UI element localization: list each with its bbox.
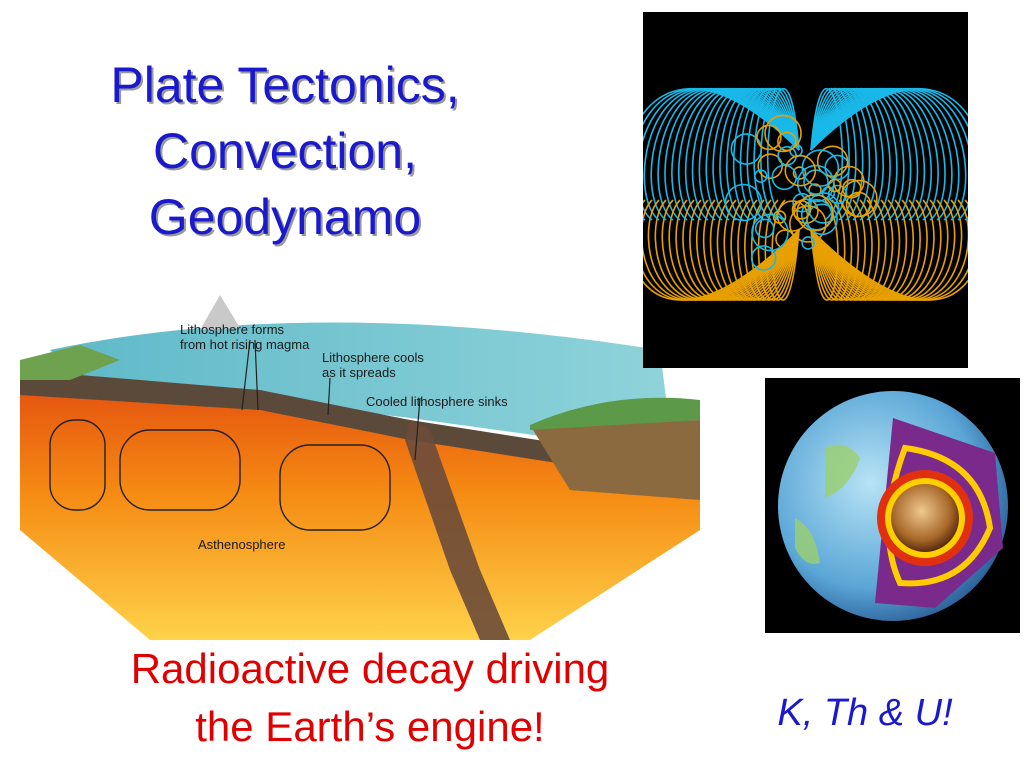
title-line-3: Geodynamo xyxy=(148,189,422,245)
caption-line-1: Radioactive decay driving xyxy=(130,645,610,692)
label-asthenosphere: Asthenosphere xyxy=(198,537,286,552)
geodynamo-field-lines-image xyxy=(643,12,968,368)
title-line-1: Plate Tectonics, xyxy=(110,57,460,113)
radioactive-elements-note: K, Th & U! xyxy=(777,692,953,734)
label-lithosphere-forms-2: from hot rising magma xyxy=(180,337,310,352)
label-lithosphere-cools-1: Lithosphere cools xyxy=(322,350,424,365)
label-lithosphere-cools-2: as it spreads xyxy=(322,365,396,380)
field-lines-svg xyxy=(643,12,968,368)
caption-line-2: the Earth’s engine! xyxy=(195,703,545,750)
earth-cutaway-svg xyxy=(765,378,1020,633)
label-cooled-sinks: Cooled lithosphere sinks xyxy=(366,394,508,409)
slide-caption xyxy=(60,640,680,756)
slide-title xyxy=(40,52,530,250)
plate-tectonics-diagram xyxy=(10,270,700,640)
plate-tectonics-svg xyxy=(10,270,700,640)
label-lithosphere-forms-1: Lithosphere forms xyxy=(180,322,285,337)
earth-interior-cutaway-image xyxy=(765,378,1020,633)
title-line-2: Convection, xyxy=(152,123,418,179)
